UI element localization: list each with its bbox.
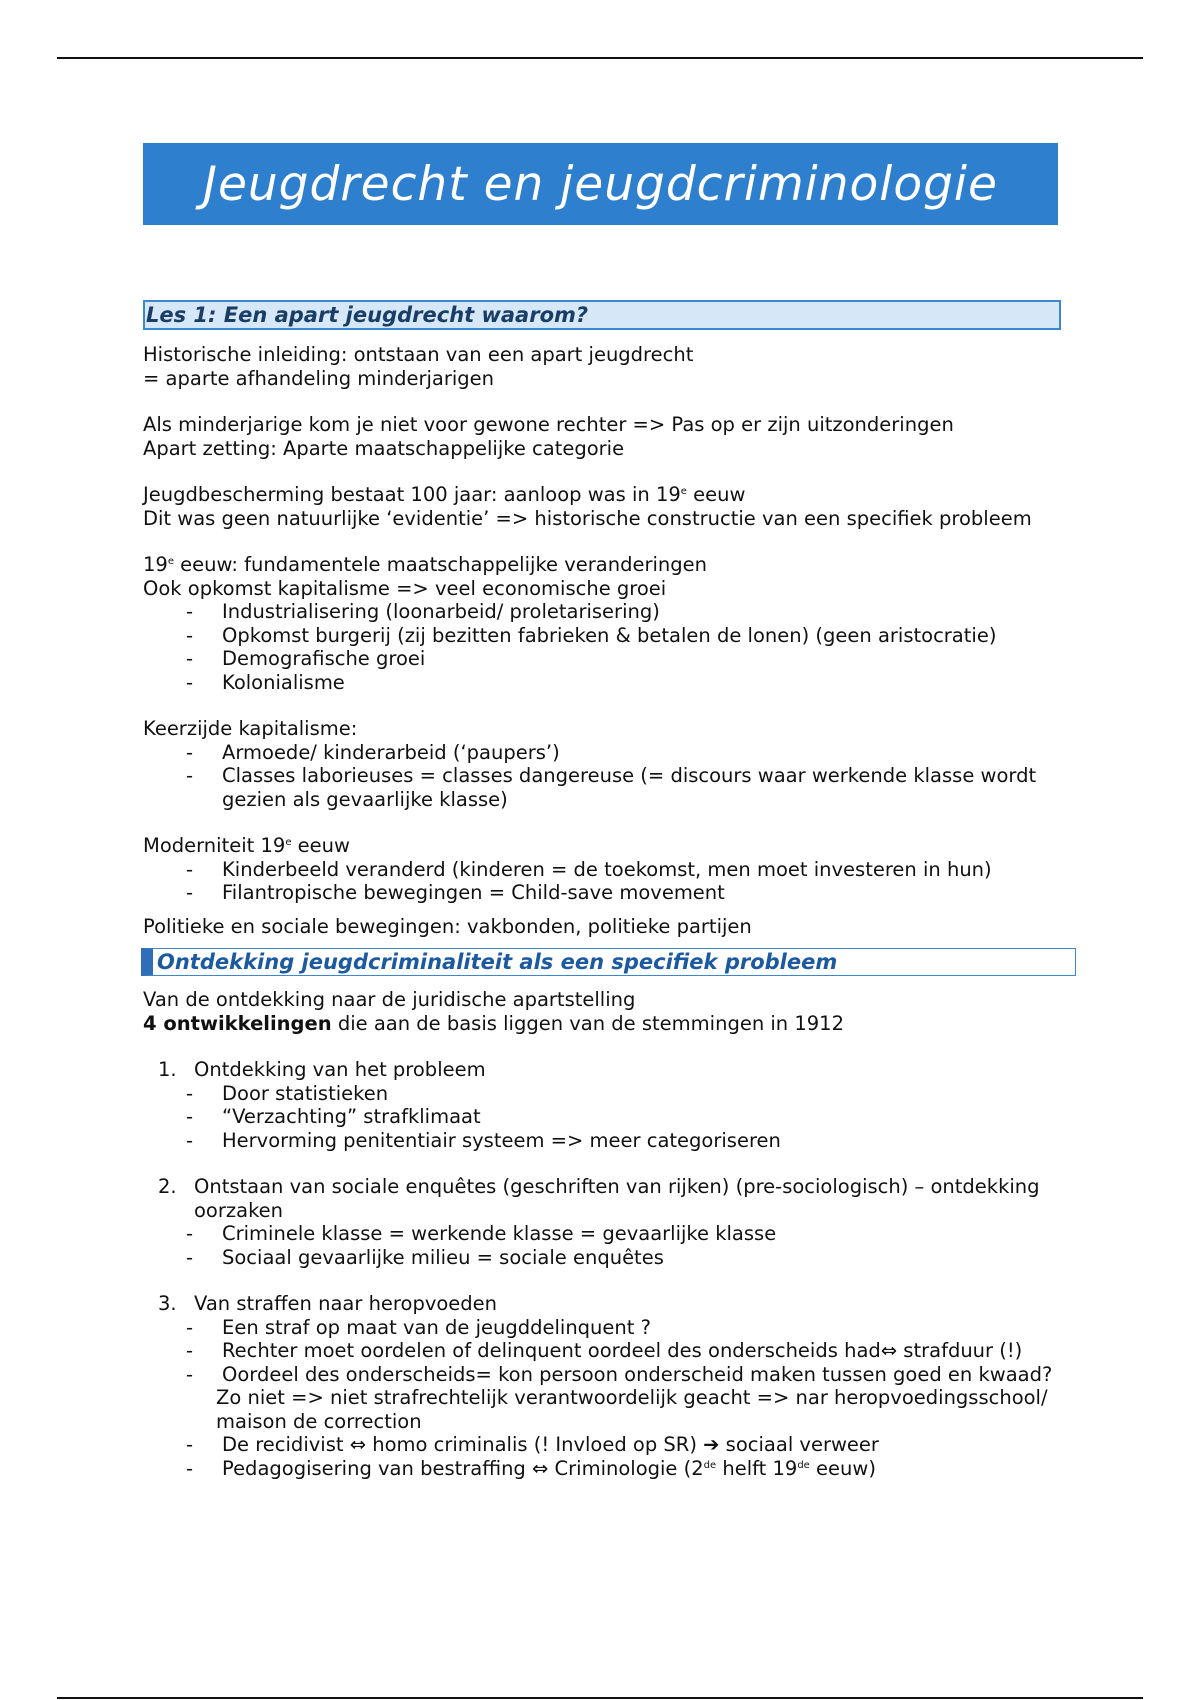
list-item: - Kolonialisme — [143, 671, 1063, 695]
bullet-list — [143, 600, 1063, 694]
paragraph: Historische inleiding: ontstaan van een apart jeugdrecht — [143, 343, 694, 366]
paragraph: Als minderjarige kom je niet voor gewone rechter => Pas op er zijn uitzonderingen — [143, 413, 954, 436]
paragraph: Moderniteit 19e eeuw — [143, 834, 350, 857]
document-body — [143, 300, 1063, 1480]
list-item: - Pedagogisering van bestraffing ⇔ Criminologie (2de helft 19de eeuw) — [143, 1457, 1063, 1481]
paragraph: Dit was geen natuurlijke ‘evidentie’ => historische constructie van een specifiek probleem — [143, 506, 1032, 530]
list-item: - Hervorming penitentiair systeem => meer categoriseren — [143, 1129, 1063, 1153]
numbered-item-2: 2. Ontstaan van sociale enquêtes (geschriften van rijken) (pre-sociologisch) – ontdekking oorzaken — [158, 1175, 1040, 1222]
paragraph: Apart zetting: Aparte maatschappelijke categorie — [143, 436, 625, 460]
list-item: - Kinderbeeld veranderd (kinderen = de toekomst, men moet investeren in hun) — [143, 858, 1063, 882]
bottom-rule — [57, 1697, 1143, 1699]
bullet-list — [143, 1316, 1063, 1481]
numbered-item-1: 1. Ontdekking van het probleem — [158, 1058, 486, 1081]
paragraph: Politieke en sociale bewegingen: vakbonden, politieke partijen — [143, 914, 752, 938]
bullet-list — [143, 1082, 1063, 1153]
paragraph: = aparte afhandeling minderjarigen — [143, 366, 494, 390]
document-title: Jeugdrecht en jeugdcriminologie — [203, 156, 998, 212]
paragraph: Keerzijde kapitalisme: — [143, 717, 358, 740]
list-item: - Een straf op maat van de jeugddelinquent ? — [143, 1316, 1063, 1340]
paragraph: 19e eeuw: fundamentele maatschappelijke veranderingen — [143, 553, 707, 576]
list-item: - Door statistieken — [143, 1082, 1063, 1106]
bullet-list — [143, 741, 1063, 812]
list-item: - “Verzachting” strafklimaat — [143, 1105, 1063, 1129]
list-item: - Demografische groei — [143, 647, 1063, 671]
list-item: - Classes laborieuses = classes dangereuse (= discours waar werkende klasse wordt gezien als gevaarlijke klasse) — [143, 764, 1063, 811]
list-item: - Rechter moet oordelen of delinquent oordeel des onderscheids had⇔ strafduur (!) — [143, 1339, 1063, 1363]
list-item-continuation: Zo niet => niet strafrechtelijk verantwoordelijk geacht => nar heropvoedingsschool/ maison de correction — [216, 1386, 1048, 1433]
top-rule — [57, 57, 1143, 59]
list-item: - Oordeel des onderscheids= kon persoon onderscheid maken tussen goed en kwaad? — [143, 1363, 1063, 1387]
list-item: - Industrialisering (loonarbeid/ proletarisering) — [143, 600, 1063, 624]
list-item: - Armoede/ kinderarbeid (‘paupers’) — [143, 741, 1063, 765]
paragraph: Jeugdbescherming bestaat 100 jaar: aanloop was in 19e eeuw — [143, 483, 746, 506]
list-item: - Filantropische bewegingen = Child-save movement — [143, 881, 1063, 905]
list-item: - Criminele klasse = werkende klasse = gevaarlijke klasse — [143, 1222, 1063, 1246]
list-item: - Opkomst burgerij (zij bezitten fabrieken & betalen de lonen) (geen aristocratie) — [143, 624, 1063, 648]
paragraph: Ook opkomst kapitalisme => veel economische groei — [143, 576, 667, 600]
numbered-item-3: 3. Van straffen naar heropvoeden — [158, 1292, 498, 1315]
list-item: - De recidivist ⇔ homo criminalis (! Invloed op SR) ➔ sociaal verweer — [143, 1433, 1063, 1457]
paragraph: 4 ontwikkelingen die aan de basis liggen van de stemmingen in 1912 — [143, 1011, 844, 1035]
paragraph: Van de ontdekking naar de juridische apartstelling — [143, 988, 636, 1011]
bullet-list — [143, 1222, 1063, 1269]
section-heading-ontdekking: Ontdekking jeugdcriminaliteit als een specifiek probleem — [141, 948, 1076, 976]
bullet-list — [143, 858, 1063, 905]
list-item: - Sociaal gevaarlijke milieu = sociale enquêtes — [143, 1246, 1063, 1270]
section-heading-les1: Les 1: Een apart jeugdrecht waarom? — [143, 300, 1061, 330]
title-banner — [143, 143, 1058, 225]
